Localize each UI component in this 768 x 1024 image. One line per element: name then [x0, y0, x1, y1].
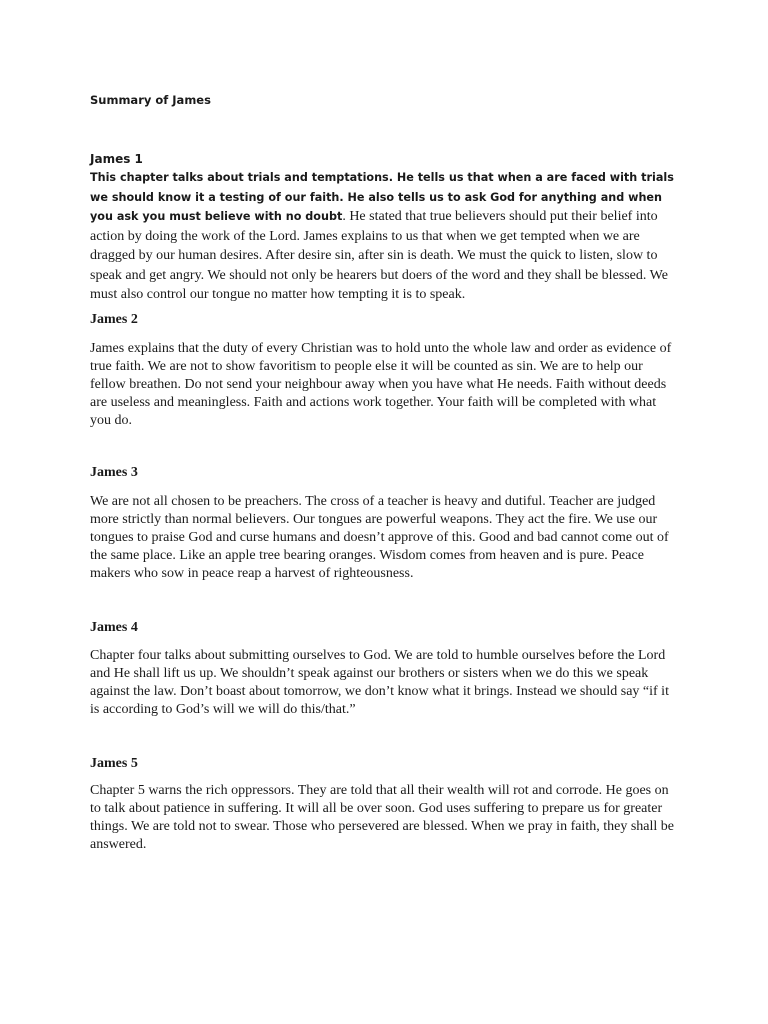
section-body-james-4: Chapter four talks about submitting ourselves to God. We are told to humble ourselves before the Lord and He shall lift us up. We shouldn’t speak against our brothers or sisters when we do this we speak against the law. Don’t boast about tomorrow, we don’t know what it brings. Instead we should say “if it is according to God’s will we will do this/that.”: [90, 648, 669, 717]
section-body-james-3: We are not all chosen to be preachers. The cross of a teacher is heavy and dutiful. Teacher are judged more strictly than normal believers. Our tongues are powerful weapons. They act the fire. We use our tongues to praise God and curse humans and doesn’t approve of this. Good and bad cannot come out of the same place. Like an apple tree bearing oranges. Wisdom comes from heaven and is pure. Peace makers who sow in peace reap a harvest of righteousness.: [90, 494, 669, 581]
section-heading-james-5: James 5: [90, 756, 138, 771]
section-body-james-1: [90, 168, 680, 305]
section-heading-james-2: James 2: [90, 312, 138, 327]
document-title: Summary of James: [90, 93, 211, 107]
section-body-james-2: James explains that the duty of every Christian was to hold unto the whole law and order as evidence of true faith. We are not to show favoritism to people else it will be counted as sin. We are to help our fellow breathen. Do not send your neighbour away when you have what He needs. Faith without deeds are useless and meaningless. Faith and actions work together. Your faith will be completed with what you do.: [90, 341, 672, 428]
section-body-james-1-intro: This chapter talks about trials and temptations. He tells us that when a are faced with trials we should know it a testing of our faith. He also tells us to ask God for anything and when you ask you must believe with no doubt: [90, 171, 674, 223]
section-body-james-5: Chapter 5 warns the rich oppressors. They are told that all their wealth will rot and corrode. He goes on to talk about patience in suffering. It will all be over soon. God uses suffering to prepare us for greater things. We are told not to swear. Those who persevered are blessed. When we pray in faith, they shall be answered.: [90, 783, 674, 852]
section-heading-james-3: James 3: [90, 465, 138, 480]
section-heading-james-1: James 1: [90, 152, 143, 166]
section-heading-james-4: James 4: [90, 620, 138, 635]
section-body-james-1-rest: . He stated that true believers should put their belief into action by doing the work of the Lord. James explains to us that when we get tempted when we are dragged by our human desires. After desire sin, after sin is death. We must the quick to listen, slow to speak and get angry. We should not only be hearers but doers of the word and they shall be blessed. We must also control our tongue no matter how tempting it is to speak.: [90, 209, 668, 302]
